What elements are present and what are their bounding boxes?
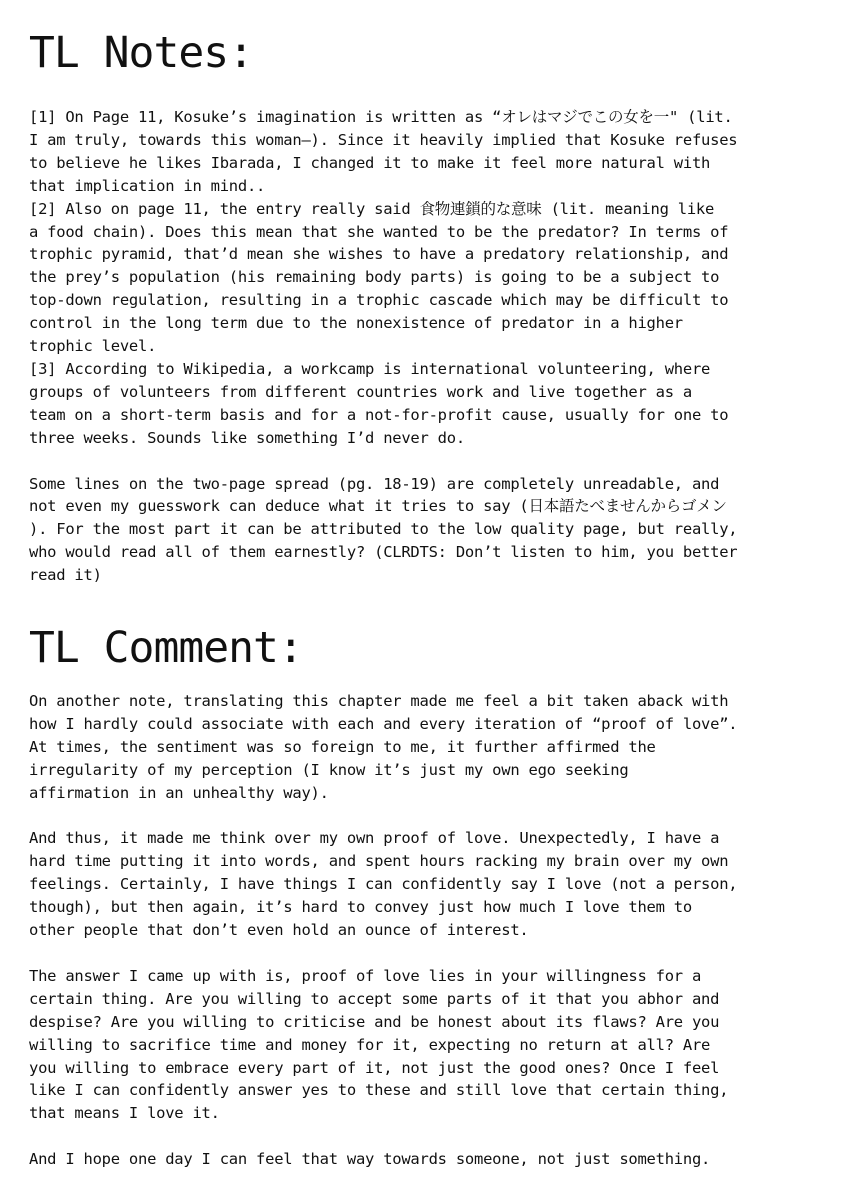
tl-notes-body: [1] On Page 11, Kosuke’s imagination is written as “オレはマジでこの女を一" (lit. I am truly, towards this woman—). Since it heavily implied that Kosuke refuses to believe he likes Ibarada, I changed it to make it feel more natural with that implication in mind.. [2] Also on page 11, the entry really said 食物連鎖的な意味 (lit. meaning like a food chain). Does this mean that she wanted to be the predator? In terms of trophic pyramid, that’d mean she wishes to have a predatory relationship, and the prey’s population (his remaining body parts) is going to be a subject to top-down regulation, resulting in a trophic cascade which may be difficult to control in the long term due to the nonexistence of predator in a higher trophic level. [3] According to Wikipedia, a workcamp is international volunteering, where groups of volunteers from different countries work and live together as a team on a short-term basis and for a not-for-profit cause, usually for one to three weeks. Sounds like something I’d never do. Some lines on the two-page spread (pg. 18-19) are completely unreadable, and not even my guesswork can deduce what it tries to say (日本語たべませんからゴメン ). For the most part it can be attributed to the low quality page, but really, who would read all of them earnestly? (CLRDTS: Don’t listen to him, you better read it) [29, 108, 738, 585]
tl-comment-heading: TL Comment: [29, 623, 303, 673]
tl-notes-heading: TL Notes: [29, 28, 253, 78]
tl-comment-body: On another note, translating this chapter made me feel a bit taken aback with how I hardly could associate with each and every iteration of “proof of love”. At times, the sentiment was so foreign to me, it further affirmed the irregularity of my perception (I know it’s just my own ego seeking affirmation in an unhealthy way). And thus, it made me think over my own proof of love. Unexpectedly, I have a hard time putting it into words, and spent hours racking my brain over my own feelings. Certainly, I have things I can confidently say I love (not a person, though), but then again, it’s hard to convey just how much I love them to other people that don’t even hold an ounce of interest. The answer I came up with is, proof of love lies in your willingness for a certain thing. Are you willing to accept some parts of it that you abhor and despise? Are you willing to criticise and be honest about its flaws? Are you willing to sacrifice time and money for it, expecting no return at all? Are you willing to embrace every part of it, not just the good ones? Once I feel like I can confidently answer yes to these and still love that certain thing, that means I love it. And I hope one day I can feel that way towards someone, not just something. [29, 692, 738, 1169]
